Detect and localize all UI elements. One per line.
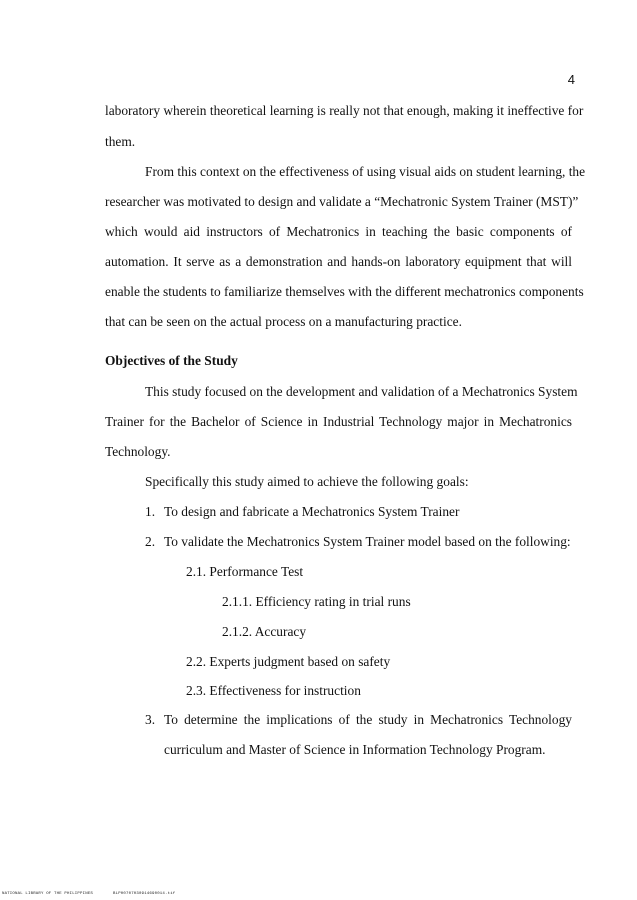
- body-text-line: them.: [105, 134, 136, 149]
- body-text-line: automation. It serve as a demonstration and hands-on laboratory equipment that will: [105, 254, 572, 269]
- objectives-intro: Specifically this study aimed to achieve the following goals:: [145, 474, 469, 489]
- section-heading: Objectives of the Study: [105, 353, 238, 368]
- body-text-line: Trainer for the Bachelor of Science in Industrial Technology major in Mechatronics: [105, 414, 572, 429]
- list-item-text: curriculum and Master of Science in Information Technology Program.: [164, 742, 546, 757]
- list-item-text: To design and fabricate a Mechatronics System Trainer: [164, 504, 460, 519]
- body-text-line: From this context on the effectiveness of using visual aids on student learning, the: [145, 164, 586, 179]
- list-item-text: To determine the implications of the study in Mechatronics Technology: [164, 712, 572, 727]
- sub-sublist-item: 2.1.2. Accuracy: [222, 624, 307, 639]
- sublist-item: 2.1. Performance Test: [186, 564, 304, 579]
- list-number: 2.: [145, 534, 156, 549]
- page-number: 4: [567, 72, 575, 87]
- body-text-line: researcher was motivated to design and validate a “Mechatronic System Trainer (MST)”: [105, 194, 579, 209]
- list-item-text: To validate the Mechatronics System Trainer model based on the following:: [164, 534, 571, 549]
- body-text-line: This study focused on the development and validation of a Mechatronics System: [145, 384, 578, 399]
- list-number: 3.: [145, 712, 156, 727]
- body-text-line: Technology.: [105, 444, 171, 459]
- body-text-line: which would aid instructors of Mechatronics in teaching the basic components of: [105, 224, 572, 239]
- footer-library-name: NATIONAL LIBRARY OF THE PHILIPPINES: [2, 892, 94, 896]
- body-text-line: enable the students to familiarize themselves with the different mechatronics components: [105, 284, 584, 299]
- body-text-line: that can be seen on the actual process on a manufacturing practice.: [105, 314, 462, 329]
- body-text-line: laboratory wherein theoretical learning is really not that enough, making it ineffective for: [105, 103, 584, 118]
- sublist-item: 2.2. Experts judgment based on safety: [186, 654, 391, 669]
- footer-file-name: BLP00707030914690014.tif: [113, 892, 176, 896]
- sub-sublist-item: 2.1.1. Efficiency rating in trial runs: [222, 594, 411, 609]
- sublist-item: 2.3. Effectiveness for instruction: [186, 683, 361, 698]
- list-number: 1.: [145, 504, 156, 519]
